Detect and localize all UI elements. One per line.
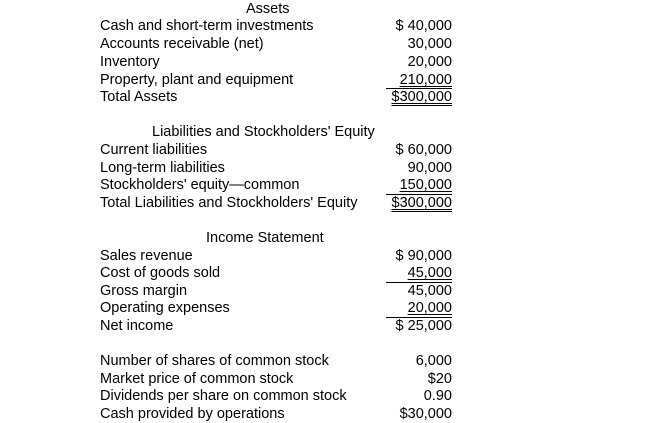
asset-row-cash xyxy=(100,18,452,35)
row-value: $ 40,000 xyxy=(395,18,452,34)
asset-row-total xyxy=(100,89,452,106)
asset-row-inventory xyxy=(100,54,452,71)
other-row-dividends xyxy=(100,388,452,405)
row-label: Inventory xyxy=(100,54,160,70)
income-row-sales xyxy=(100,248,452,265)
row-label: Stockholders' equity—common xyxy=(100,177,300,193)
row-label: Dividends per share on common stock xyxy=(100,388,347,404)
income-row-cogs xyxy=(100,265,452,282)
row-label: Market price of common stock xyxy=(100,371,294,387)
row-label: Net income xyxy=(100,318,174,334)
row-label: Long-term liabilities xyxy=(100,160,225,176)
other-row-cash-operations xyxy=(100,406,452,423)
row-label: Total Assets xyxy=(100,89,178,105)
row-value: $ 60,000 xyxy=(395,142,452,158)
row-label: Property, plant and equipment xyxy=(100,72,294,88)
liability-row-current xyxy=(100,142,452,159)
row-label: Total Liabilities and Stockholders' Equity xyxy=(100,195,358,211)
row-label: Current liabilities xyxy=(100,142,208,158)
row-label: Accounts receivable (net) xyxy=(100,36,264,52)
asset-row-receivable xyxy=(100,36,452,53)
row-value: $ 25,000 xyxy=(395,318,452,334)
row-label: Cash provided by operations xyxy=(100,406,285,422)
row-value: $ 90,000 xyxy=(395,248,452,264)
row-value: 30,000 xyxy=(407,36,452,52)
row-value: $30,000 xyxy=(399,406,452,422)
income-row-net-income xyxy=(100,318,452,335)
row-label: Gross margin xyxy=(100,283,188,299)
row-value: 210,000 xyxy=(399,72,452,88)
row-label: Cost of goods sold xyxy=(100,265,221,281)
row-value: 150,000 xyxy=(399,177,452,193)
row-value: 0.90 xyxy=(423,388,452,404)
row-value: 45,000 xyxy=(407,265,452,281)
row-value: 20,000 xyxy=(407,300,452,316)
asset-row-ppe xyxy=(100,72,452,89)
row-value: $300,000 xyxy=(391,89,452,105)
row-value: 6,000 xyxy=(415,353,452,369)
assets-heading: Assets xyxy=(246,1,290,17)
row-value: 20,000 xyxy=(407,54,452,70)
income-row-gross-margin xyxy=(100,283,452,300)
liability-row-equity xyxy=(100,177,452,194)
income-statement-heading: Income Statement xyxy=(206,230,324,246)
liabilities-heading: Liabilities and Stockholders' Equity xyxy=(152,124,375,140)
liability-row-long-term xyxy=(100,160,452,177)
liability-row-total xyxy=(100,195,452,212)
row-label: Sales revenue xyxy=(100,248,193,264)
other-row-shares xyxy=(100,353,452,370)
row-value: 90,000 xyxy=(407,160,452,176)
income-row-operating-expenses xyxy=(100,300,452,317)
row-label: Operating expenses xyxy=(100,300,230,316)
row-label: Number of shares of common stock xyxy=(100,353,329,369)
row-value: 45,000 xyxy=(407,283,452,299)
row-value: $20 xyxy=(427,371,452,387)
other-row-market-price xyxy=(100,371,452,388)
row-label: Cash and short-term investments xyxy=(100,18,314,34)
row-value: $300,000 xyxy=(391,195,452,211)
